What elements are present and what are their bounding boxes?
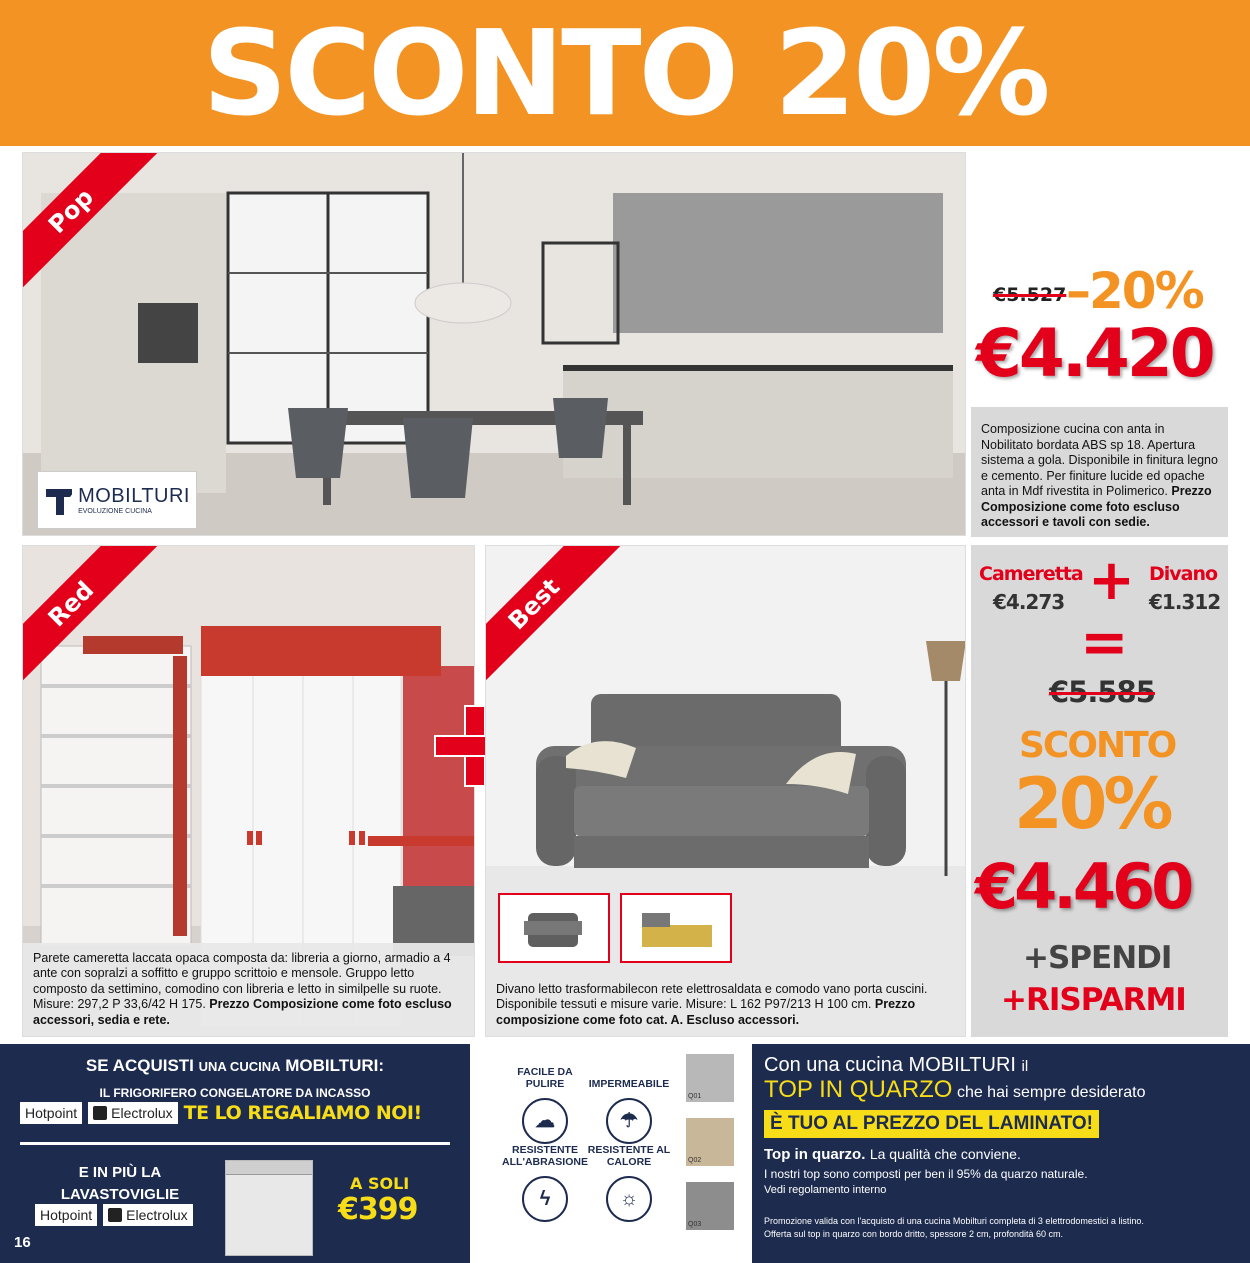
quartz-fine-print-2: Offerta sul top in quarzo con bordo dritto, spessore 2 cm, profondità 60 cm. (764, 1229, 1063, 1239)
quartz-line1-b: il (1021, 1058, 1029, 1075)
promo-line2: IL FRIGORIFERO CONGELATORE DA INCASSO (99, 1086, 371, 1100)
quartz-tagline-a: Top in quarzo. (764, 1146, 866, 1163)
quartz-line1-a: Con una cucina MOBILTURI (764, 1054, 1016, 1076)
sofa-description-text: Divano letto trasformabilecon rete elettrosaldata e comodo vano porta cuscini. Disponibile tessuti e misure varie. Misure: L 162 P97/213 H 100 cm. (496, 981, 928, 1011)
sofa-bed-open-icon (622, 895, 730, 961)
dishwasher-image (225, 1160, 313, 1256)
headline: SCONTO 20% (202, 4, 1048, 142)
combo-slogan-spendi: +SPENDI (1023, 940, 1172, 976)
electrolux-logo-text: Electrolux (111, 1105, 173, 1121)
quartz-rules: Vedi regolamento interno (764, 1184, 887, 1196)
swatch-q01 (686, 1054, 734, 1102)
sofa-description-bold: Prezzo composizione come foto cat. A. Escluso accessori. (496, 997, 916, 1027)
electrolux-logo-2 (103, 1204, 192, 1226)
hotpoint-logo-2: Hotpoint (35, 1204, 97, 1226)
promo-line1-a: SE ACQUISTI (85, 1056, 194, 1075)
cloud-icon: ☁ (522, 1098, 568, 1144)
feature-abrasion-label: RESISTENTE ALL'ABRASIONE (502, 1144, 588, 1168)
combo-new-price: €4.460 (975, 850, 1191, 923)
combo-sconto-pct: 20% (1014, 763, 1170, 845)
dishwasher-price: €399 (338, 1192, 418, 1227)
combo-item1-label: Cameretta (979, 563, 1083, 585)
promo-brands-row-2 (35, 1204, 193, 1226)
combo-price-panel (971, 545, 1228, 1037)
swatch-q03 (686, 1182, 734, 1230)
swatch-q01-code: Q01 (688, 1093, 702, 1100)
feature-waterproof-label: IMPERMEABILE (588, 1078, 670, 1090)
quartz-line2 (764, 1076, 1146, 1104)
promo-line1-d: : (378, 1056, 385, 1075)
divider (20, 1142, 450, 1145)
sofa-thumbnail-2 (620, 893, 732, 963)
quartz-tagline-b: La qualità che conviene. (869, 1146, 1021, 1162)
header-banner (0, 0, 1250, 146)
quartz-features (470, 1044, 752, 1263)
a-soli-label: A SOLI (350, 1174, 410, 1193)
feature-heat (584, 1144, 674, 1222)
feature-easy-clean-label: FACILE DA PULIRE (517, 1066, 573, 1090)
kitchen-discount: –20% (1066, 262, 1203, 320)
quartz-promo (752, 1044, 1250, 1263)
lightning-icon: ϟ (522, 1176, 568, 1222)
kitchen-description-text: Composizione cucina con anta in Nobilitato bordata ABS sp 18. Apertura sistema a gola. Disponibile in finitura legno e cemento. Per finiture lucide ed opache anta in Mdf rivestita in Polimerico. (981, 422, 1218, 498)
kitchen-ribbon: Pop (22, 152, 163, 303)
kitchen-price-block (971, 260, 1231, 400)
promo-line3 (50, 1162, 190, 1206)
umbrella-icon: ☂ (606, 1098, 652, 1144)
promo-line3b: LAVASTOVIGLIE (60, 1186, 180, 1203)
combo-item1-price: €4.273 (993, 590, 1065, 614)
kitchen-old-price: €5.527 (993, 284, 1067, 306)
sofa-description (486, 974, 965, 1037)
page-number: 16 (14, 1234, 31, 1251)
bedroom-description (23, 943, 474, 1037)
combo-old-price: €5.585 (1049, 675, 1155, 709)
promo-line1-c: MOBILTURI (285, 1056, 379, 1075)
mobilturi-logo-icon (44, 483, 72, 517)
bedroom-description-bold: Prezzo Composizione come foto escluso accessori, sedia e rete. (33, 997, 452, 1027)
sofa-photo (485, 545, 966, 1037)
quartz-line2-b: che hai sempre desiderato (956, 1084, 1146, 1101)
swatch-q02-code: Q02 (688, 1157, 702, 1164)
kitchen-new-price: €4.420 (976, 315, 1213, 392)
quartz-detail: I nostri top sono composti per ben il 95% da quarzo naturale. (764, 1167, 1088, 1181)
feature-easy-clean (500, 1066, 590, 1144)
combo-item2-price: €1.312 (1149, 590, 1221, 614)
quartz-highlight: È TUO AL PREZZO DEL LAMINATO! (764, 1110, 1099, 1138)
sofa-ribbon: Best (485, 545, 626, 696)
sofa-thumbnail-1 (498, 893, 610, 963)
electrolux-icon (93, 1106, 107, 1120)
combo-equals: = (1080, 608, 1129, 676)
electrolux-logo (88, 1102, 177, 1124)
bedroom-ribbon: Red (22, 545, 163, 696)
bedroom-photo (22, 545, 475, 1037)
feature-waterproof (584, 1066, 674, 1144)
appliance-promo (0, 1044, 470, 1263)
sun-icon: ☼ (606, 1176, 652, 1222)
gift-text: TE LO REGALIAMO NOI! (183, 1102, 422, 1124)
quartz-tagline (764, 1146, 1021, 1164)
sofa-bed-closed-icon (500, 895, 608, 961)
mobilturi-logo-text: MOBILTURI (78, 485, 190, 507)
kitchen-photo (22, 152, 966, 536)
quartz-line1 (764, 1054, 1028, 1077)
combo-plus: + (1088, 548, 1135, 613)
promo-brands-row-1 (20, 1102, 422, 1124)
mobilturi-logo (37, 471, 197, 529)
feature-heat-label: RESISTENTE AL CALORE (587, 1144, 671, 1168)
promo-line1-b: UNA CUCINA (198, 1059, 281, 1074)
swatch-q02 (686, 1118, 734, 1166)
hotpoint-logo: Hotpoint (20, 1102, 82, 1124)
mobilturi-logo-tagline: EVOLUZIONE CUCINA (78, 508, 152, 515)
promo-line1 (0, 1056, 470, 1076)
swatch-q03-code: Q03 (688, 1221, 702, 1228)
combo-sconto-label: SCONTO (1019, 725, 1176, 766)
quartz-fine-print-1: Promozione valida con l'acquisto di una cucina Mobilturi completa di 3 elettrodomestici a listino. (764, 1216, 1144, 1226)
combo-item2-label: Divano (1149, 563, 1218, 585)
electrolux-logo-2-text: Electrolux (126, 1207, 188, 1223)
kitchen-description-bold: Prezzo Composizione come foto escluso accessori e tavoli con sedie. (981, 484, 1212, 529)
quartz-line2-a: TOP IN QUARZO (764, 1076, 953, 1103)
electrolux-icon-2 (108, 1208, 122, 1222)
feature-abrasion (500, 1144, 590, 1222)
promo-line3a: E IN PIÙ LA (78, 1164, 162, 1181)
combo-slogan-risparmi: +RISPARMI (1001, 982, 1186, 1018)
kitchen-description (971, 407, 1228, 537)
bedroom-description-text: Parete cameretta laccata opaca composta da: libreria a giorno, armadio a 4 ante con sopralzi a soffitto e gruppo scrittoio e mensole. Gruppo letto composto da settimino, comodino con libreria e letto in similpelle su ruote. Misure: 297,2 P 33,6/42 H 175. (33, 950, 451, 1011)
